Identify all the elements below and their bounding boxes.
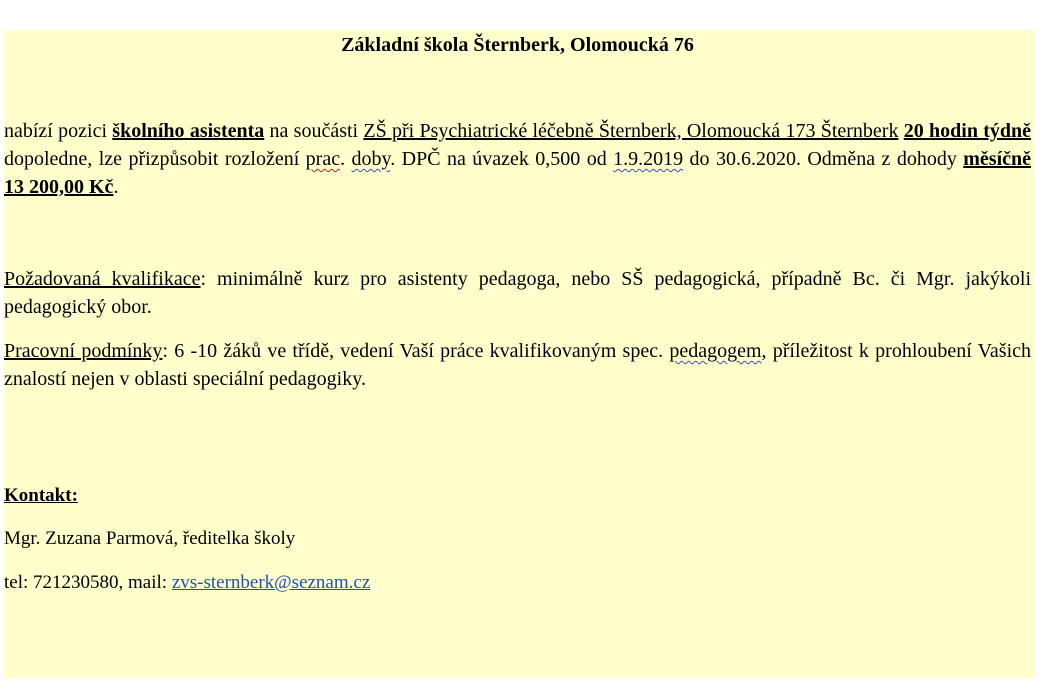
offer-text-2: na součásti [264, 120, 364, 142]
start-date: 1.9.2019 [613, 148, 684, 170]
offer-text-7: do 30.6.2020. Odměna z dohody [683, 148, 964, 170]
conditions-label: Pracovní podmínky [4, 340, 163, 362]
offer-text-1: nabízí pozici [4, 120, 113, 142]
grammar-word-doby: doby [351, 148, 391, 170]
monthly-salary: měsíčně 13 200,00 Kč [4, 148, 1032, 198]
spellcheck-word-prac: prac [305, 148, 341, 170]
offer-text-6: . DPČ na úvazek 0,500 od [390, 148, 614, 170]
offer-text-8: . [113, 176, 119, 198]
qualification-paragraph [4, 265, 1031, 321]
conditions-paragraph [4, 337, 1031, 393]
offer-paragraph [4, 117, 1031, 201]
contact-name: Mgr. Zuzana Parmová, ředitelka školy [4, 528, 296, 549]
grammar-word-pedagogem: pedagogem [669, 340, 762, 362]
workplace-name: ZŠ při Psychiatrické léčebně Šternberk, Olomoucká 173 Šternberk [363, 120, 899, 142]
conditions-text-1: : 6 -10 žáků ve třídě, vedení Vaší práce kvalifikovaným spec. [162, 340, 670, 362]
position-name: školního asistenta [112, 120, 265, 142]
document-page [4, 30, 1034, 678]
qualification-text: : minimálně kurz pro asistenty pedagoga, nebo SŠ pedagogická, případně Bc. či Mgr. jakýkoli pedagogický obor. [4, 268, 1032, 318]
contact-heading: Kontakt: [4, 485, 78, 506]
contact-phone-text: tel: 721230580, mail: [4, 572, 172, 593]
document-title: Základní škola Šternberk, Olomoucká 76 [341, 34, 694, 56]
conditions-text-2: , příležitost k prohloubení Vašich znalostí nejen v oblasti speciální pedagogiky. [4, 340, 1031, 390]
email-link[interactable]: zvs-sternberk@seznam.cz [171, 572, 371, 593]
qualification-label: Požadovaná kvalifikace [4, 268, 201, 290]
offer-text-4: dopoledne, lze přizpůsobit rozložení [4, 148, 306, 170]
hours-per-week: 20 hodin týdně [903, 120, 1031, 142]
contact-details [4, 571, 370, 595]
offer-text-5: . [340, 148, 352, 170]
